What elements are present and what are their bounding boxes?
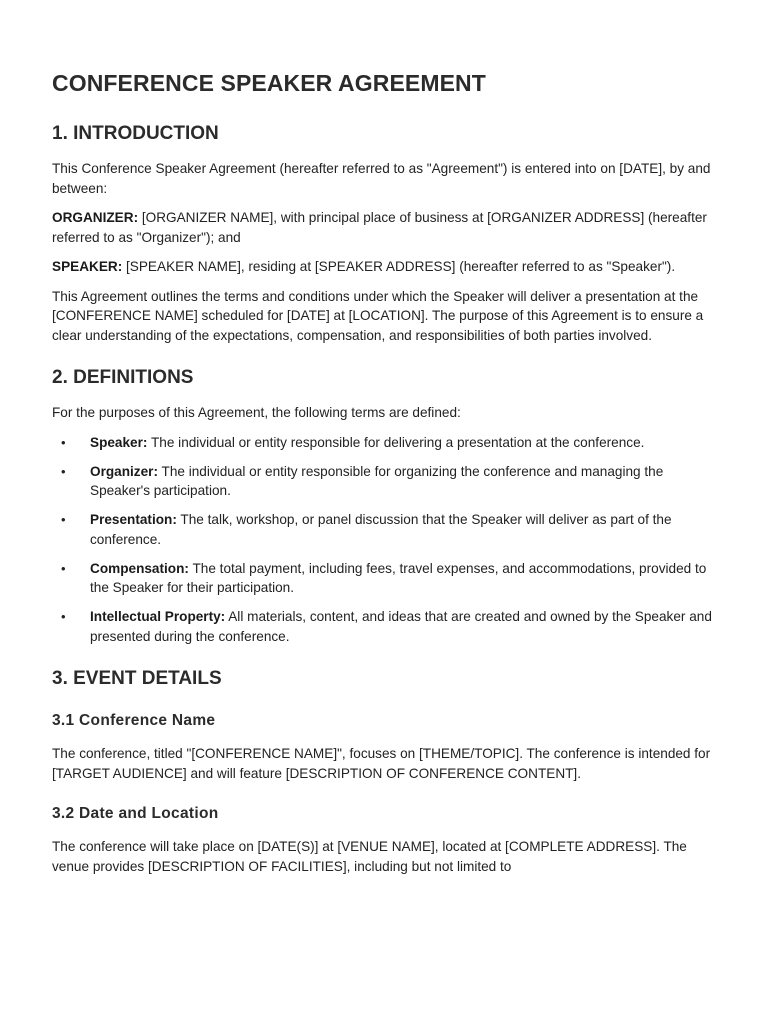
date-location-paragraph: The conference will take place on [DATE(S)] at [VENUE NAME], located at [COMPLETE ADDRESS]. The venue provides [DESCRIPTION OF FACILITIES], including but not limited to [52, 839, 687, 874]
speaker-paragraph [52, 257, 718, 277]
bullet-icon: • [61, 463, 66, 479]
bullet-icon: • [61, 560, 66, 576]
speaker-text: [SPEAKER NAME], residing at [SPEAKER ADDRESS] (hereafter referred to as "Speaker"). [122, 259, 676, 274]
definitions-lead: For the purposes of this Agreement, the following terms are defined: [52, 405, 461, 420]
organizer-paragraph [52, 208, 718, 247]
organizer-text: [ORGANIZER NAME], with principal place of business at [ORGANIZER ADDRESS] (hereafter referred to as "Organizer"); and [52, 210, 707, 245]
organizer-label: ORGANIZER: [52, 210, 139, 225]
section-introduction [52, 123, 718, 345]
definition-term: Speaker: [90, 434, 148, 450]
list-item [61, 462, 718, 501]
subsection-date-location [52, 805, 718, 876]
conference-name-heading: 3.1 Conference Name [52, 712, 216, 729]
list-item [61, 607, 718, 646]
definitions-list [52, 433, 718, 647]
definition-term: Presentation: [90, 512, 177, 527]
list-item [61, 433, 718, 453]
section-definitions [52, 367, 718, 646]
definition-term: Compensation: [90, 560, 189, 576]
definition-term: Organizer: [90, 463, 158, 479]
speaker-label: SPEAKER: [52, 259, 123, 274]
introduction-paragraph: This Conference Speaker Agreement (hereafter referred to as "Agreement") is entered into on [DATE], by and between: [52, 161, 711, 196]
definition-text: The total payment, including fees, travel expenses, and accommodations, provided to the Speaker for their participation. [90, 560, 707, 595]
bullet-icon: • [61, 434, 66, 450]
document-title: CONFERENCE SPEAKER AGREEMENT [52, 70, 486, 96]
definition-term: Intellectual Property: [90, 609, 226, 624]
date-location-heading: 3.2 Date and Location [52, 805, 219, 822]
conference-name-paragraph: The conference, titled "[CONFERENCE NAME]", focuses on [THEME/TOPIC]. The conference is intended for [TARGET AUDIENCE] and will feature [DESCRIPTION OF CONFERENCE CONTENT]. [52, 746, 711, 781]
definition-text: The individual or entity responsible for delivering a presentation at the conference. [147, 434, 645, 450]
definition-text: All materials, content, and ideas that are created and owned by the Speaker and presented during the conference. [90, 609, 712, 644]
definitions-heading: 2. DEFINITIONS [52, 367, 194, 388]
event-details-heading: 3. EVENT DETAILS [52, 668, 222, 689]
introduction-heading: 1. INTRODUCTION [52, 123, 219, 144]
subsection-conference-name [52, 712, 718, 783]
bullet-icon: • [61, 609, 66, 624]
list-item [61, 510, 718, 549]
definition-text: The talk, workshop, or panel discussion that the Speaker will deliver as part of the conference. [90, 512, 672, 547]
bullet-icon: • [61, 512, 66, 527]
definition-text: The individual or entity responsible for organizing the conference and managing the Speaker's participation. [90, 463, 664, 498]
list-item [61, 559, 718, 598]
section-event-details [52, 668, 718, 876]
purpose-paragraph: This Agreement outlines the terms and conditions under which the Speaker will deliver a presentation at the [CONFERENCE NAME] scheduled for [DATE] at [LOCATION]. The purpose of this Agreement is to ensure a clear understanding of the expectations, compensation, and responsibilities of both parties involved. [52, 288, 704, 343]
